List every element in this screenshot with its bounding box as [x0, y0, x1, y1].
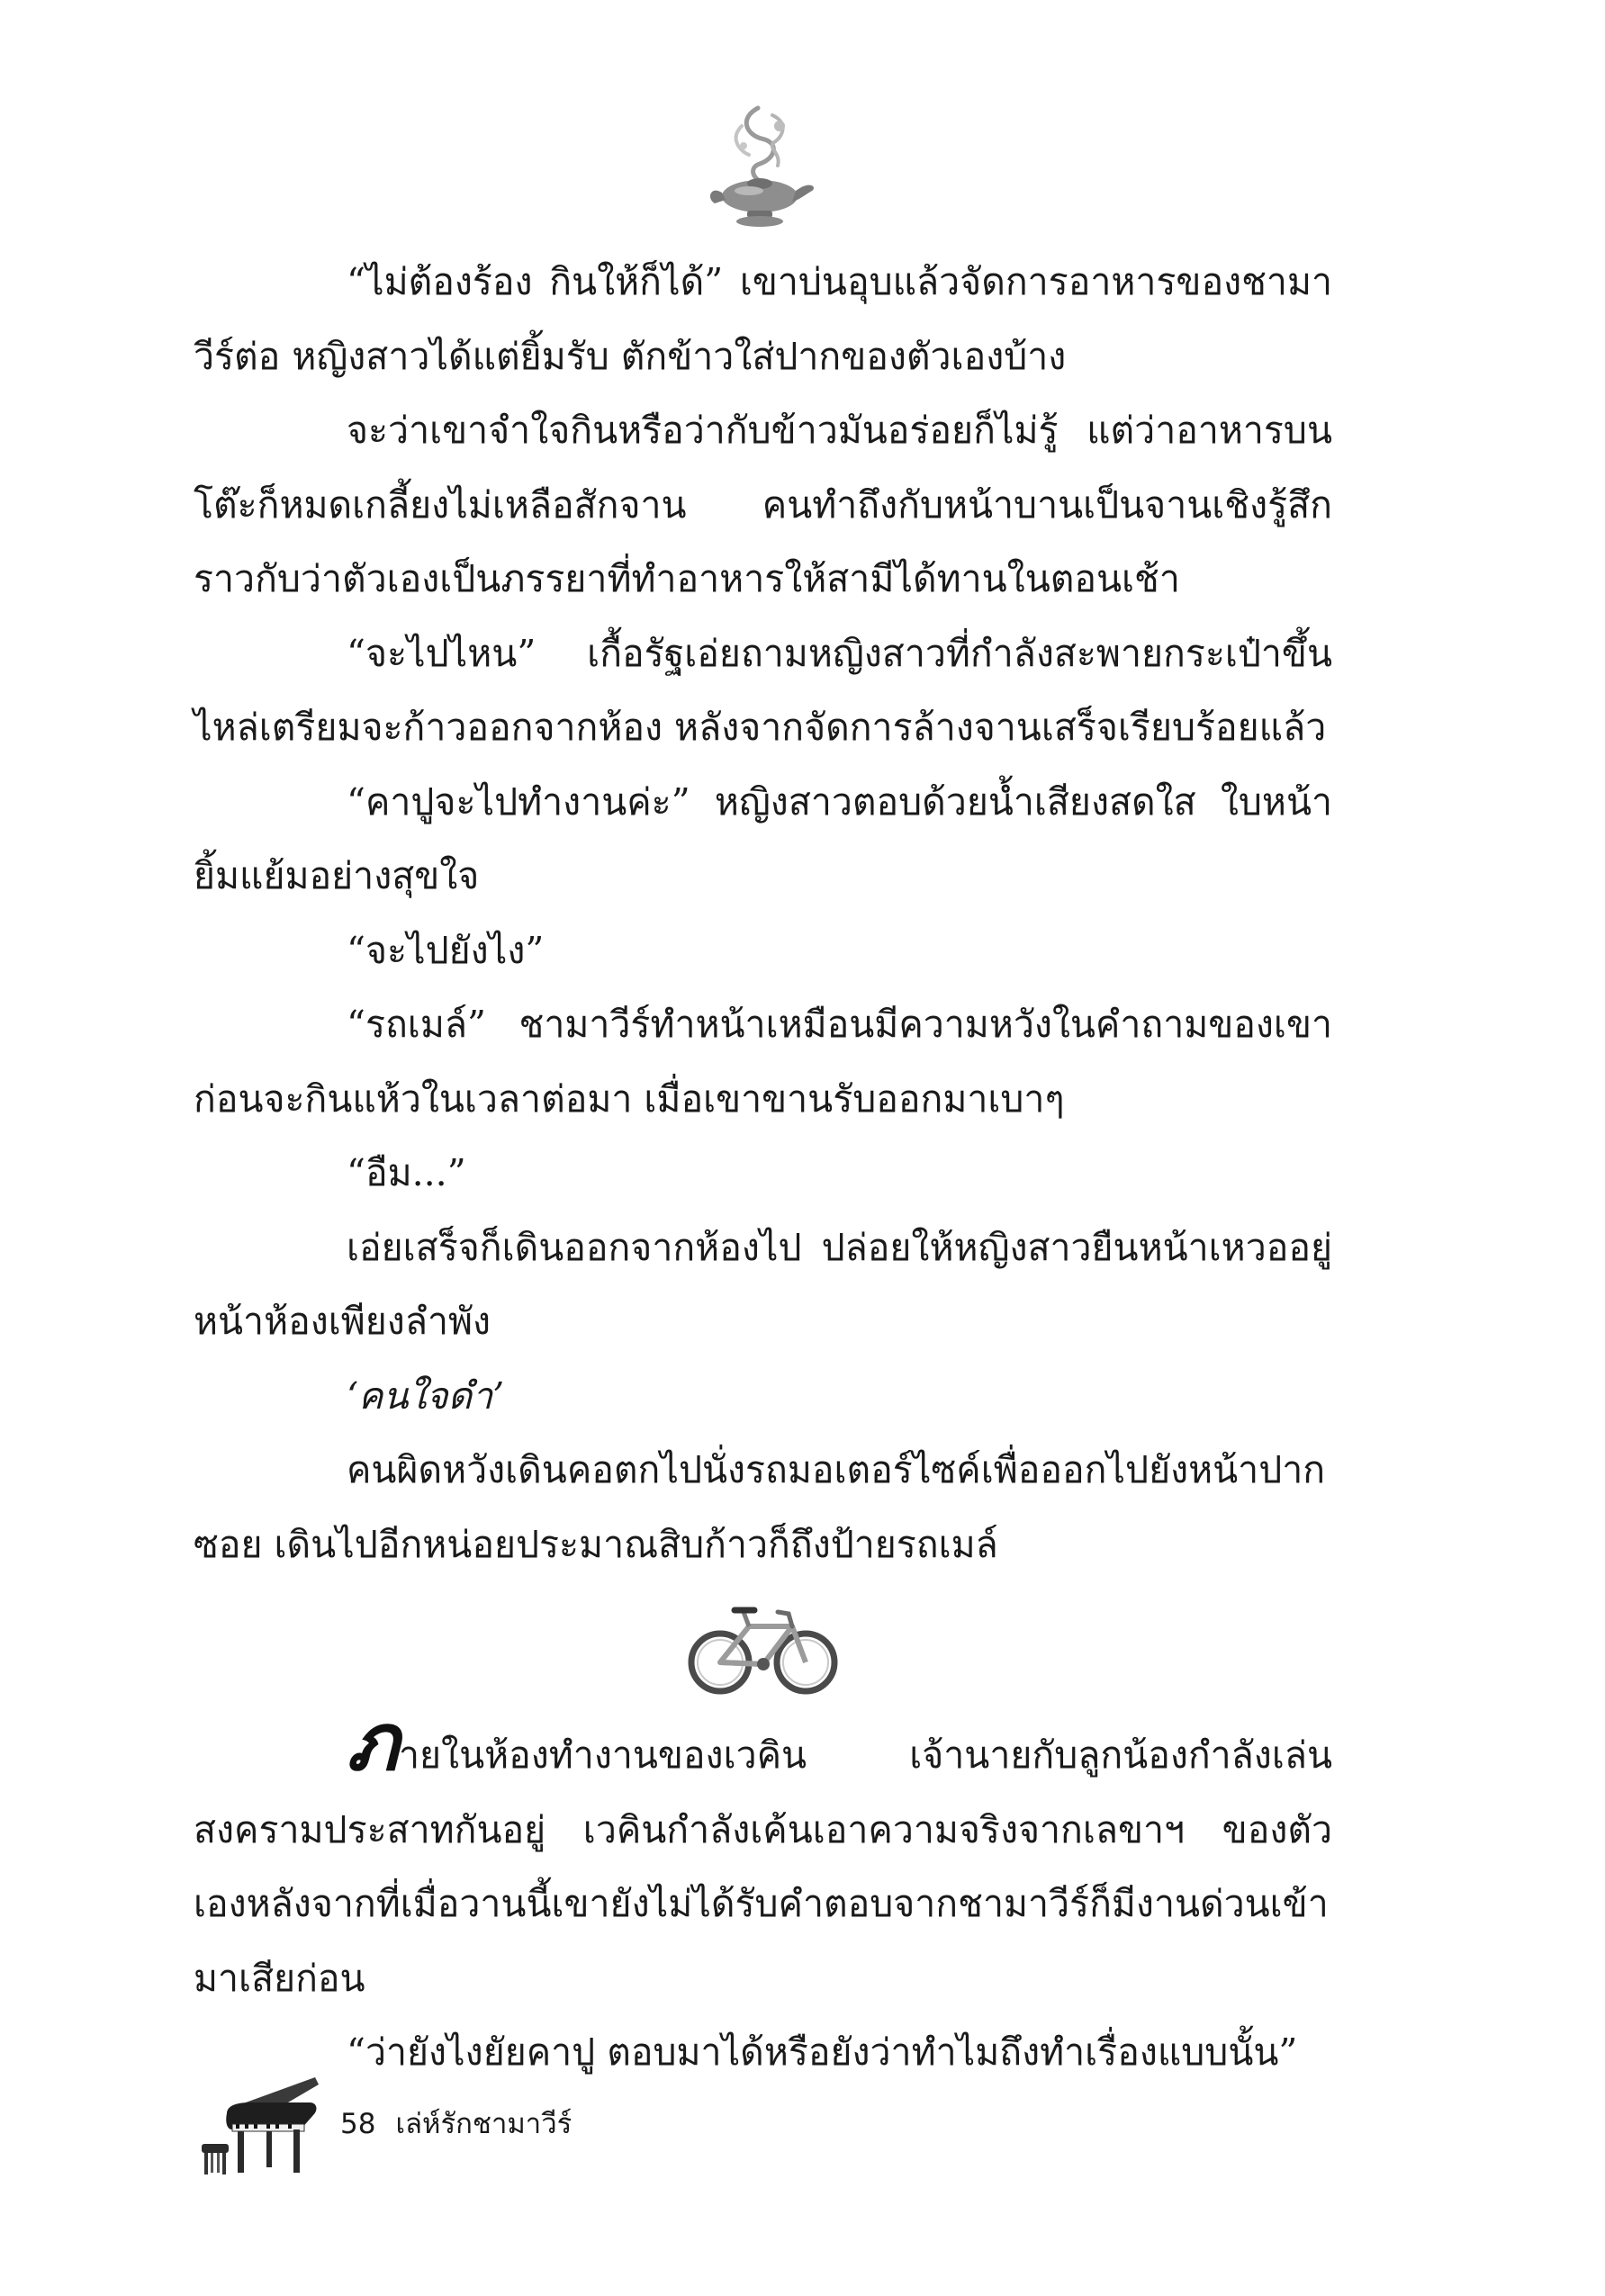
paragraph: “อืม...” [347, 1151, 466, 1194]
paragraph: คนผิดหวังเดินคอตกไปนั่งรถมอเตอร์ไซค์เพื่อออกไปยังหน้าปากซอย เดินไปอีกหน่อยประมาณสิบก้าวก็ถึงป้ายรถเมล์ [194, 1448, 1326, 1566]
paragraph: “คาปูจะไปทำงานค่ะ” หญิงสาวตอบด้วยน้ำเสียงสดใส ใบหน้ายิ้มแย้มอย่างสุขใจ [194, 779, 1332, 897]
paragraph-text: ายในห้องทำงานของเวคิน เจ้านายกับลูกน้องกำลังเล่นสงครามประสาทกันอยู่ เวคินกำลังเค้นเอาความจริงจากเลขาฯ ของตัวเองหลังจากที่เมื่อวานนี้เขายังไม่ได้รับคำตอบจากชามาวีร์ก็มีงานด่วนเข้ามาเสียก่อน [194, 1733, 1332, 2000]
paragraph: ‘คนใจดำ’ [347, 1373, 505, 1418]
paragraph: “จะไปยังไง” [347, 928, 545, 972]
scene-break [194, 1581, 1332, 1718]
paragraph: จะว่าเขาจำใจกินหรือว่ากับข้าวมันอร่อยก็ไม่รู้ แต่ว่าอาหารบนโต๊ะก็หมดเกลี้ยงไม่เหลือสักจาน คนทำถึงกับหน้าบานเป็นจานเชิงรู้สึกราวกับว่าตัวเองเป็นภรรยาที่ทำอาหารให้สามีได้ทานในตอนเช้า [194, 409, 1332, 600]
book-title: เล่ห์รักชามาวีร์ [395, 2108, 573, 2140]
page-number: 58 [340, 2108, 376, 2140]
paragraph: “รถเมล์” ชามาวีร์ทำหน้าเหมือนมีความหวังในคำถามของเขาก่อนจะกินแห้วในเวลาต่อมา เมื่อเขาขานรับออกมาเบาๆ [194, 1003, 1332, 1121]
paragraph: “จะไปไหน” เกื้อรัฐเอ่ยถามหญิงสาวที่กำลังสะพายกระเป๋าขึ้นไหล่เตรียมจะก้าวออกจากห้อง หลังจากจัดการล้างจานเสร็จเรียบร้อยแล้ว [194, 631, 1332, 749]
paragraph: “ไม่ต้องร้อง กินให้ก็ได้” เขาบ่นอุบแล้วจัดการอาหารของชามาวีร์ต่อ หญิงสาวได้แต่ยิ้มรับ ตักข้าวใส่ปากของตัวเองบ้าง [194, 260, 1332, 378]
page-footer [340, 2101, 572, 2146]
piano-icon [200, 2070, 321, 2178]
section-opening-paragraph [194, 1695, 1332, 2015]
paragraph: “ว่ายังไงยัยคาปู ตอบมาได้หรือยังว่าทำไมถึงทำเรื่องแบบนั้น” [347, 2030, 1298, 2074]
drop-cap: ภ [347, 1695, 400, 1788]
paragraph: เอ่ยเสร็จก็เดินออกจากห้องไป ปล่อยให้หญิงสาวยืนหน้าเหวออยู่หน้าห้องเพียงลำพัง [194, 1225, 1332, 1343]
magic-lamp-icon [702, 99, 819, 234]
bicycle-icon [684, 1599, 842, 1698]
text-body [194, 245, 1332, 2090]
